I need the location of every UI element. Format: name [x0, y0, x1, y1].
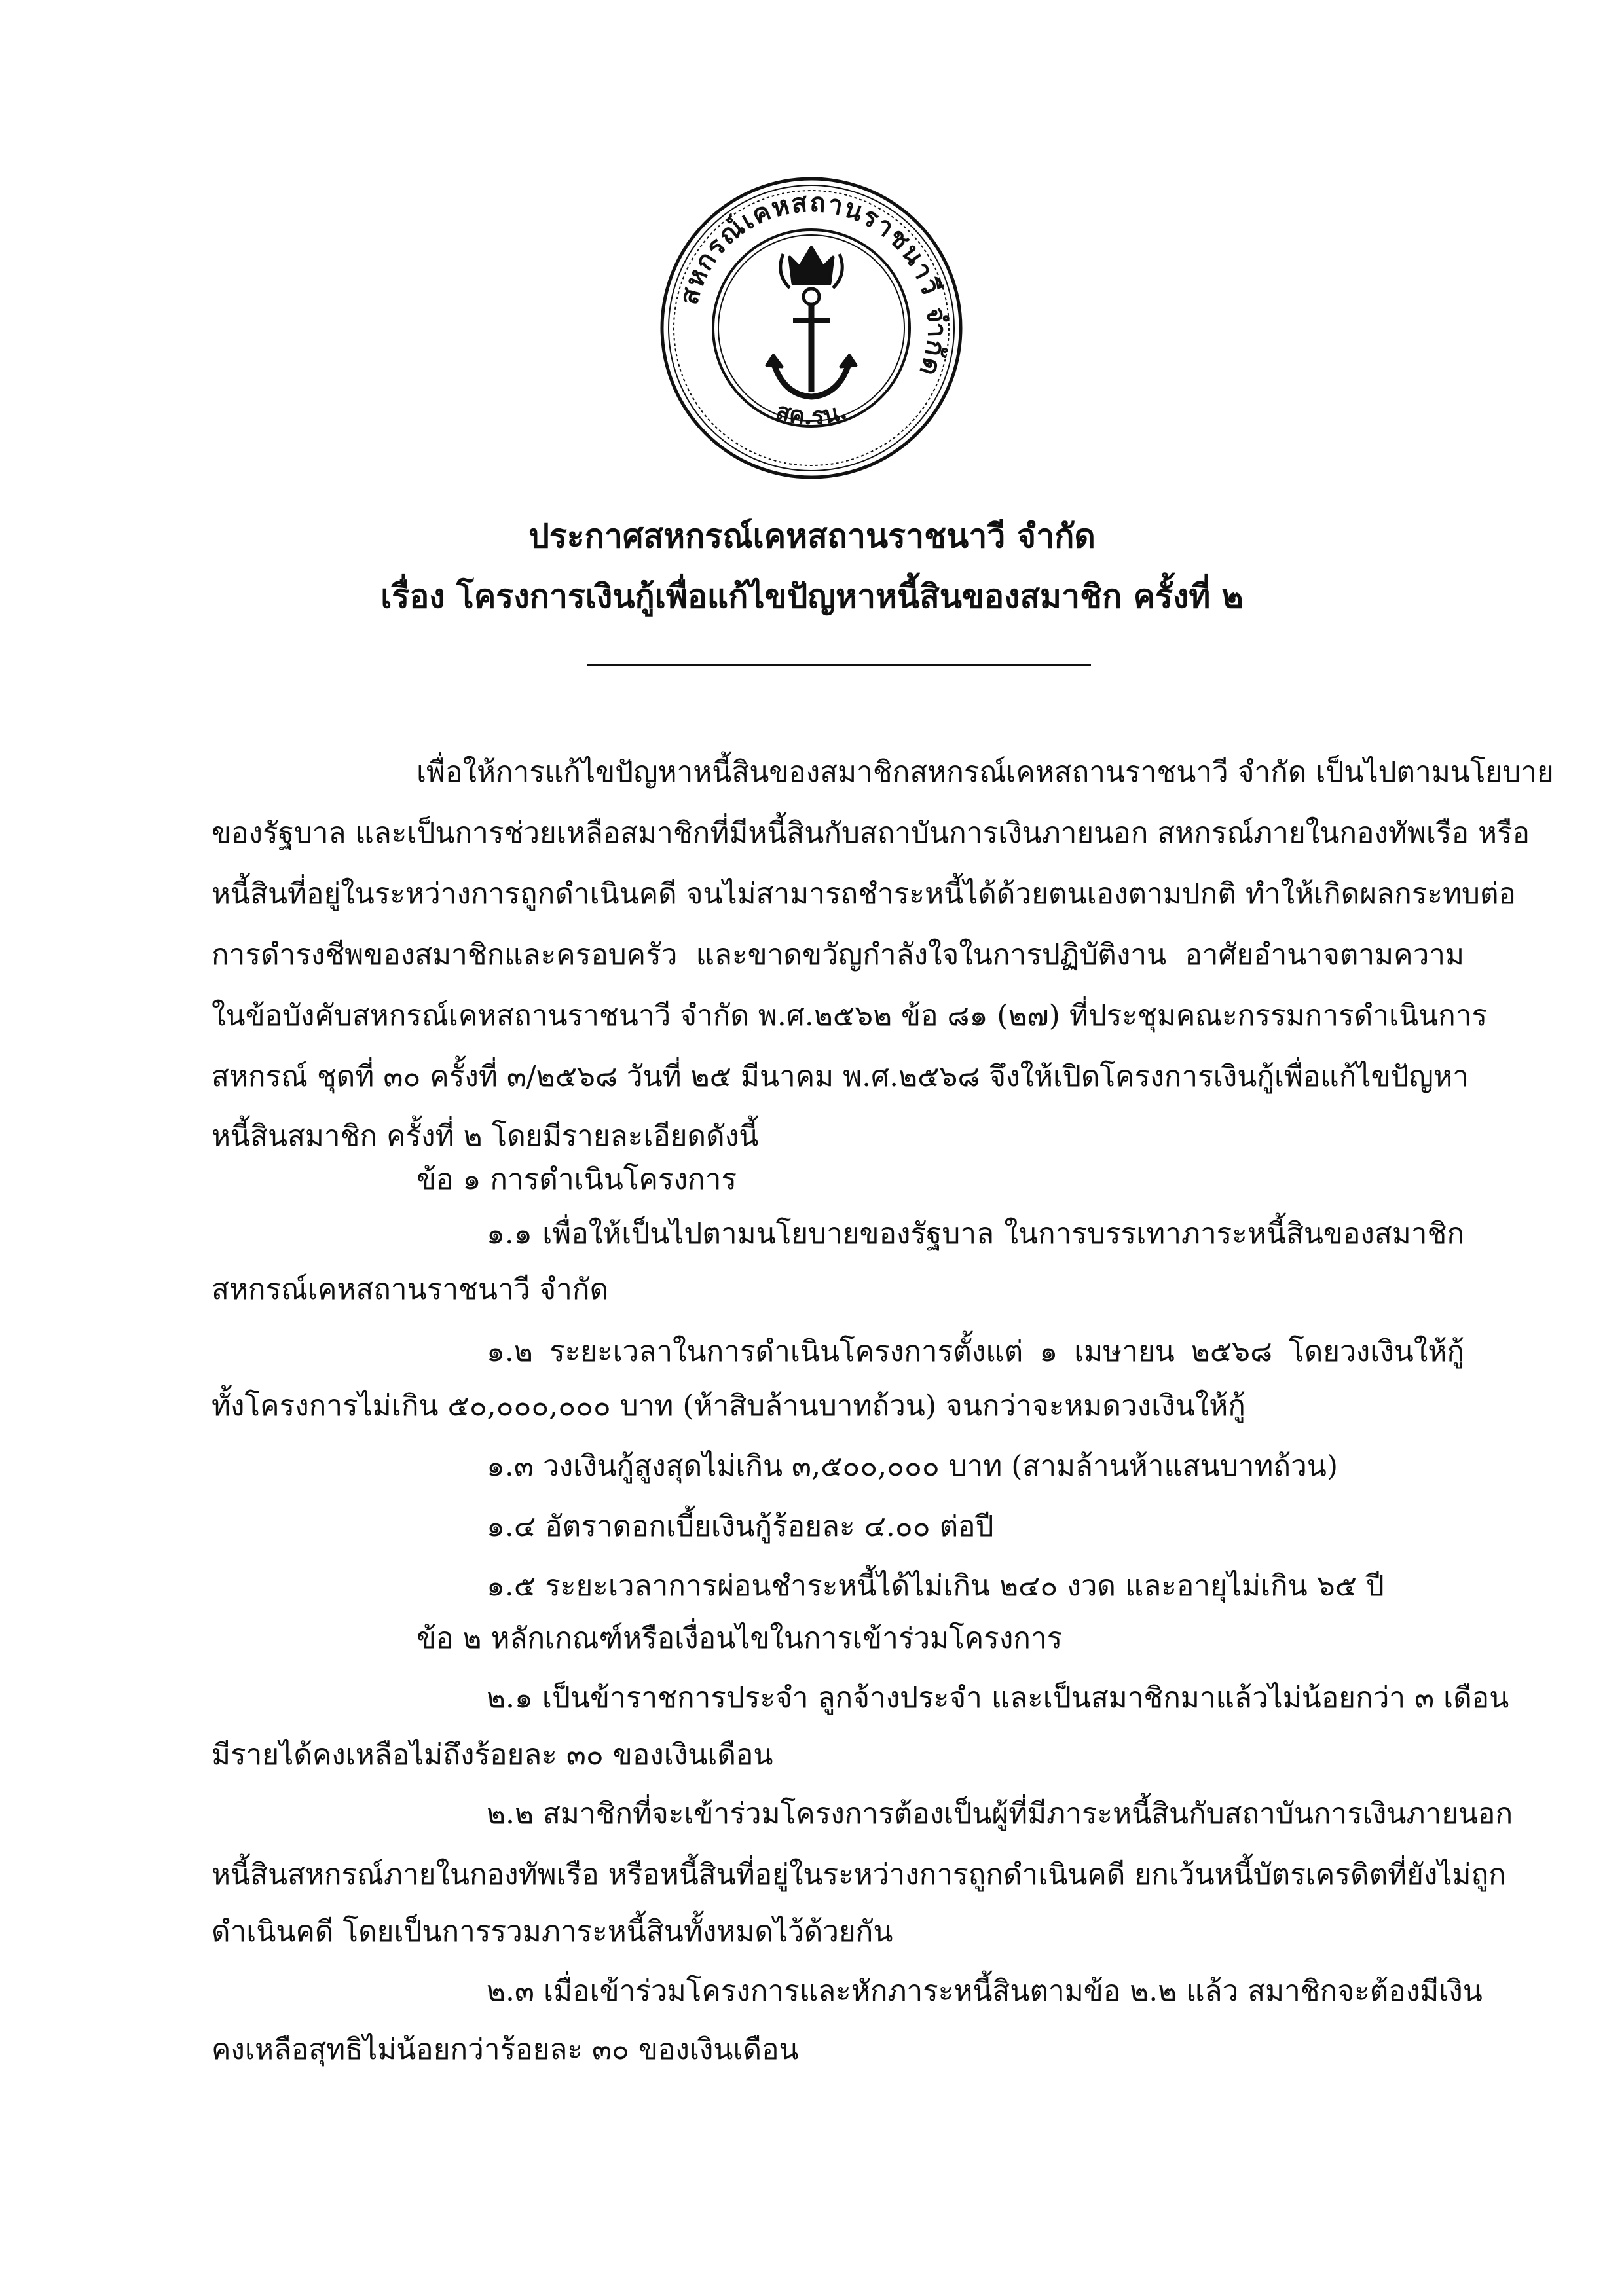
intro-line-5: ในข้อบังคับสหกรณ์เคหสถานราชนาวี จำกัด พ.ศ.๒๕๖๒ ข้อ ๘๑ (๒๗) ที่ประชุมคณะกรรมการดำเนินการ — [212, 999, 1488, 1032]
item-2-2-line-3: ดำเนินคดี โดยเป็นการรวมภาระหนี้สินทั้งหมดไว้ด้วยกัน — [212, 1915, 893, 1948]
item-2-3-line-2: คงเหลือสุทธิไม่น้อยกว่าร้อยละ ๓๐ ของเงินเดือน — [212, 2033, 799, 2066]
intro-line-4: การดำรงชีพของสมาชิกและครอบครัว และขาดขวัญกำลังใจในการปฏิบัติงาน อาศัยอำนาจตามความ — [212, 938, 1464, 972]
intro-line-1: เพื่อให้การแก้ไขปัญหาหนี้สินของสมาชิกสหกรณ์เคหสถานราชนาวี จำกัด เป็นไปตามนโยบาย — [416, 756, 1554, 789]
item-1-4: ๑.๔ อัตราดอกเบี้ยเงินกู้ร้อยละ ๔.๐๐ ต่อปี — [487, 1510, 994, 1543]
item-2-3-line-1: ๒.๓ เมื่อเข้าร่วมโครงการและหักภาระหนี้สินตามข้อ ๒.๒ แล้ว สมาชิกจะต้องมีเงิน — [487, 1975, 1483, 2008]
section-1-heading: ข้อ ๑ การดำเนินโครงการ — [416, 1163, 737, 1196]
seal-ring-text: สหกรณ์เคหสถานราชนาวี จำกัด — [673, 187, 953, 381]
title-underline — [587, 664, 1091, 666]
seal-bottom-text: สค.รน. — [772, 397, 851, 431]
section-2-heading: ข้อ ๒ หลักเกณฑ์หรือเงื่อนไขในการเข้าร่วมโครงการ — [416, 1622, 1063, 1655]
item-2-1-line-2: มีรายได้คงเหลือไม่ถึงร้อยละ ๓๐ ของเงินเดือน — [212, 1738, 773, 1772]
item-2-1-line-1: ๒.๑ เป็นข้าราชการประจำ ลูกจ้างประจำ และเป็นสมาชิกมาแล้วไม่น้อยกว่า ๓ เดือน — [487, 1681, 1509, 1715]
intro-line-6: สหกรณ์ ชุดที่ ๓๐ ครั้งที่ ๓/๒๕๖๘ วันที่ ๒๕ มีนาคม พ.ศ.๒๕๖๘ จึงให้เปิดโครงการเงินกู้เพื่อแก้ไขปัญหา — [212, 1060, 1469, 1093]
item-1-2-line-2: ทั้งโครงการไม่เกิน ๕๐,๐๐๐,๐๐๐ บาท (ห้าสิบล้านบาทถ้วน) จนกว่าจะหมดวงเงินให้กู้ — [212, 1389, 1246, 1423]
anchor-emblem — [767, 247, 856, 397]
cooperative-seal-logo — [659, 175, 964, 481]
intro-line-2: ของรัฐบาล และเป็นการช่วยเหลือสมาชิกที่มีหนี้สินกับสถาบันการเงินภายนอก สหกรณ์ภายในกองทัพเรือ หรือ — [212, 816, 1530, 850]
item-1-3: ๑.๓ วงเงินกู้สูงสุดไม่เกิน ๓,๕๐๐,๐๐๐ บาท (สามล้านห้าแสนบาทถ้วน) — [487, 1449, 1338, 1483]
intro-line-3: หนี้สินที่อยู่ในระหว่างการถูกดำเนินคดี จนไม่สามารถชำระหนี้ได้ด้วยตนเองตามปกติ ทำให้เกิดผลกระทบต่อ — [212, 877, 1516, 911]
item-1-1-line-1: ๑.๑ เพื่อให้เป็นไปตามนโยบายของรัฐบาล ในการบรรเทาภาระหนี้สินของสมาชิก — [487, 1217, 1464, 1250]
item-1-1-line-2: สหกรณ์เคหสถานราชนาวี จำกัด — [212, 1273, 609, 1306]
item-2-2-line-1: ๒.๒ สมาชิกที่จะเข้าร่วมโครงการต้องเป็นผู้ที่มีภาระหนี้สินกับสถาบันการเงินภายนอก — [487, 1797, 1513, 1831]
announcement-title: ประกาศสหกรณ์เคหสถานราชนาวี จำกัด — [528, 517, 1096, 555]
item-1-2-line-1: ๑.๒ ระยะเวลาในการดำเนินโครงการตั้งแต่ ๑ เมษายน ๒๕๖๘ โดยวงเงินให้กู้ — [487, 1335, 1464, 1368]
announcement-subject: เรื่อง โครงการเงินกู้เพื่อแก้ไขปัญหาหนี้สินของสมาชิก ครั้งที่ ๒ — [380, 577, 1244, 615]
item-2-2-line-2: หนี้สินสหกรณ์ภายในกองทัพเรือ หรือหนี้สินที่อยู่ในระหว่างการถูกดำเนินคดี ยกเว้นหนี้บัตรเครดิตที่ยังไม่ถูก — [212, 1858, 1506, 1891]
intro-line-7: หนี้สินสมาชิก ครั้งที่ ๒ โดยมีรายละเอียดดังนี้ — [212, 1120, 759, 1153]
item-1-5: ๑.๕ ระยะเวลาการผ่อนชำระหนี้ได้ไม่เกิน ๒๔๐ งวด และอายุไม่เกิน ๖๕ ปี — [487, 1569, 1384, 1603]
